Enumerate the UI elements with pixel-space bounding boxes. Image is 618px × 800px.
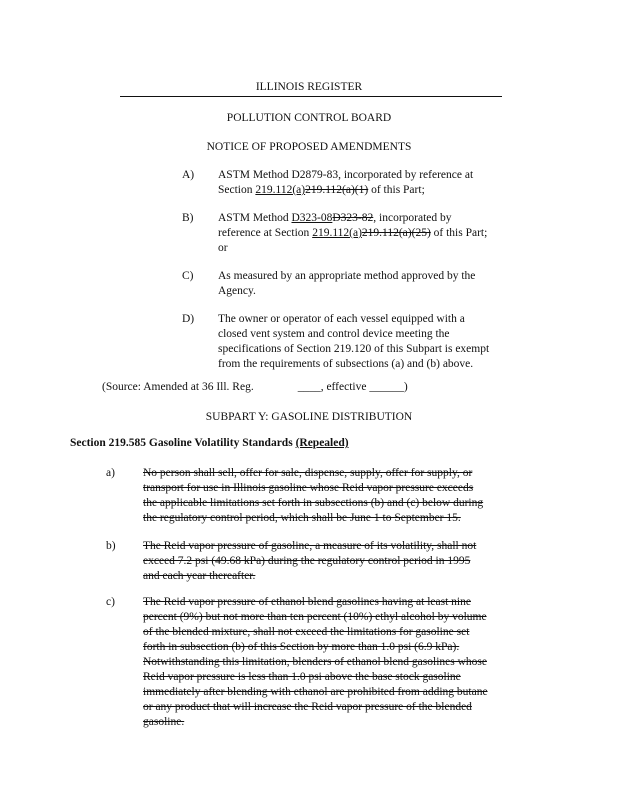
register-title: ILLINOIS REGISTER xyxy=(255,81,363,93)
inserted-text: D323-08 xyxy=(291,212,333,224)
deleted-line: transport for use in Illinois gasoline whose Reid vapor pressure exceeds xyxy=(143,482,474,494)
item-line: from the requirements of subsections (a) and (b) above. xyxy=(218,358,474,370)
inserted-text: 219.112(a) xyxy=(312,227,362,239)
item-line: closed vent system and control device meeting the xyxy=(218,328,450,340)
deleted-line: the regulatory control period, which shall be June 1 to September 15. xyxy=(143,512,461,524)
deleted-line: Notwithstanding this limitation, blenders of ethanol blend gasolines whose xyxy=(143,656,487,668)
item-line: reference at Section 219.112(a)219.112(a)(25) of this Part; xyxy=(218,227,488,239)
item-line: ASTM Method D323-08D323-82, incorporated by xyxy=(218,212,452,224)
source-note: (Source: Amended at 36 Ill. Reg. ____, effective ______) xyxy=(102,381,408,393)
deleted-text: D323-82 xyxy=(332,212,374,224)
section-heading: Section 219.585 Gasoline Volatility Standards (Repealed) xyxy=(70,437,349,449)
deleted-line: The Reid vapor pressure of gasoline, a measure of its volatility, shall not xyxy=(143,540,477,552)
inserted-text: (Repealed) xyxy=(295,437,349,449)
deleted-line: the applicable limitations set forth in subsections (b) and (c) below during xyxy=(143,497,484,509)
item-line: As measured by an appropriate method approved by the xyxy=(218,270,476,282)
paragraph-label: a) xyxy=(106,467,115,479)
deleted-text: 219.112(a)(1) xyxy=(305,184,369,196)
deleted-line: of the blended mixture, shall not exceed the limitations for gasoline set xyxy=(143,626,470,638)
deleted-line: or any product that will increase the Reid vapor pressure of the blended xyxy=(143,701,472,713)
item-line: Agency. xyxy=(218,285,256,297)
item-label: B) xyxy=(182,212,194,224)
item-label: A) xyxy=(182,169,195,181)
item-line: Section 219.112(a)219.112(a)(1) of this Part; xyxy=(218,184,425,196)
item-line: specifications of Section 219.120 of this Subpart is exempt xyxy=(218,343,490,355)
item-line: or xyxy=(218,242,228,254)
deleted-line: gasoline. xyxy=(143,716,185,728)
subpart-title: SUBPART Y: GASOLINE DISTRIBUTION xyxy=(205,411,413,423)
paragraph-label: c) xyxy=(106,596,115,608)
item-line: ASTM Method D2879-83, incorporated by reference at xyxy=(218,169,474,181)
deleted-line: immediately after blending with ethanol are prohibited from adding butane xyxy=(143,686,488,698)
deleted-line: Reid vapor pressure is less than 1.0 psi above the base stock gasoline xyxy=(143,671,461,683)
item-line: The owner or operator of each vessel equipped with a xyxy=(218,313,465,325)
board-title: POLLUTION CONTROL BOARD xyxy=(226,112,392,124)
inserted-text: 219.112(a) xyxy=(255,184,306,196)
deleted-line: and each year thereafter. xyxy=(143,570,256,582)
notice-title: NOTICE OF PROPOSED AMENDMENTS xyxy=(206,141,412,153)
deleted-text: 219.112(a)(25) xyxy=(361,227,431,239)
header-rule xyxy=(120,96,502,97)
deleted-line: No person shall sell, offer for sale, dispense, supply, offer for supply, or xyxy=(143,467,473,479)
paragraph-label: b) xyxy=(106,540,116,552)
item-label: C) xyxy=(182,270,194,282)
item-label: D) xyxy=(182,313,195,325)
deleted-line: percent (9%) but not more than ten percent (10%) ethyl alcohol by volume xyxy=(143,611,487,623)
deleted-line: The Reid vapor pressure of ethanol blend gasolines having at least nine xyxy=(143,596,471,608)
deleted-line: exceed 7.2 psi (49.68 kPa) during the regulatory control period in 1995 xyxy=(143,555,471,567)
deleted-line: forth in subsection (b) of this Section by more than 1.0 psi (6.9 kPa). xyxy=(143,641,460,653)
